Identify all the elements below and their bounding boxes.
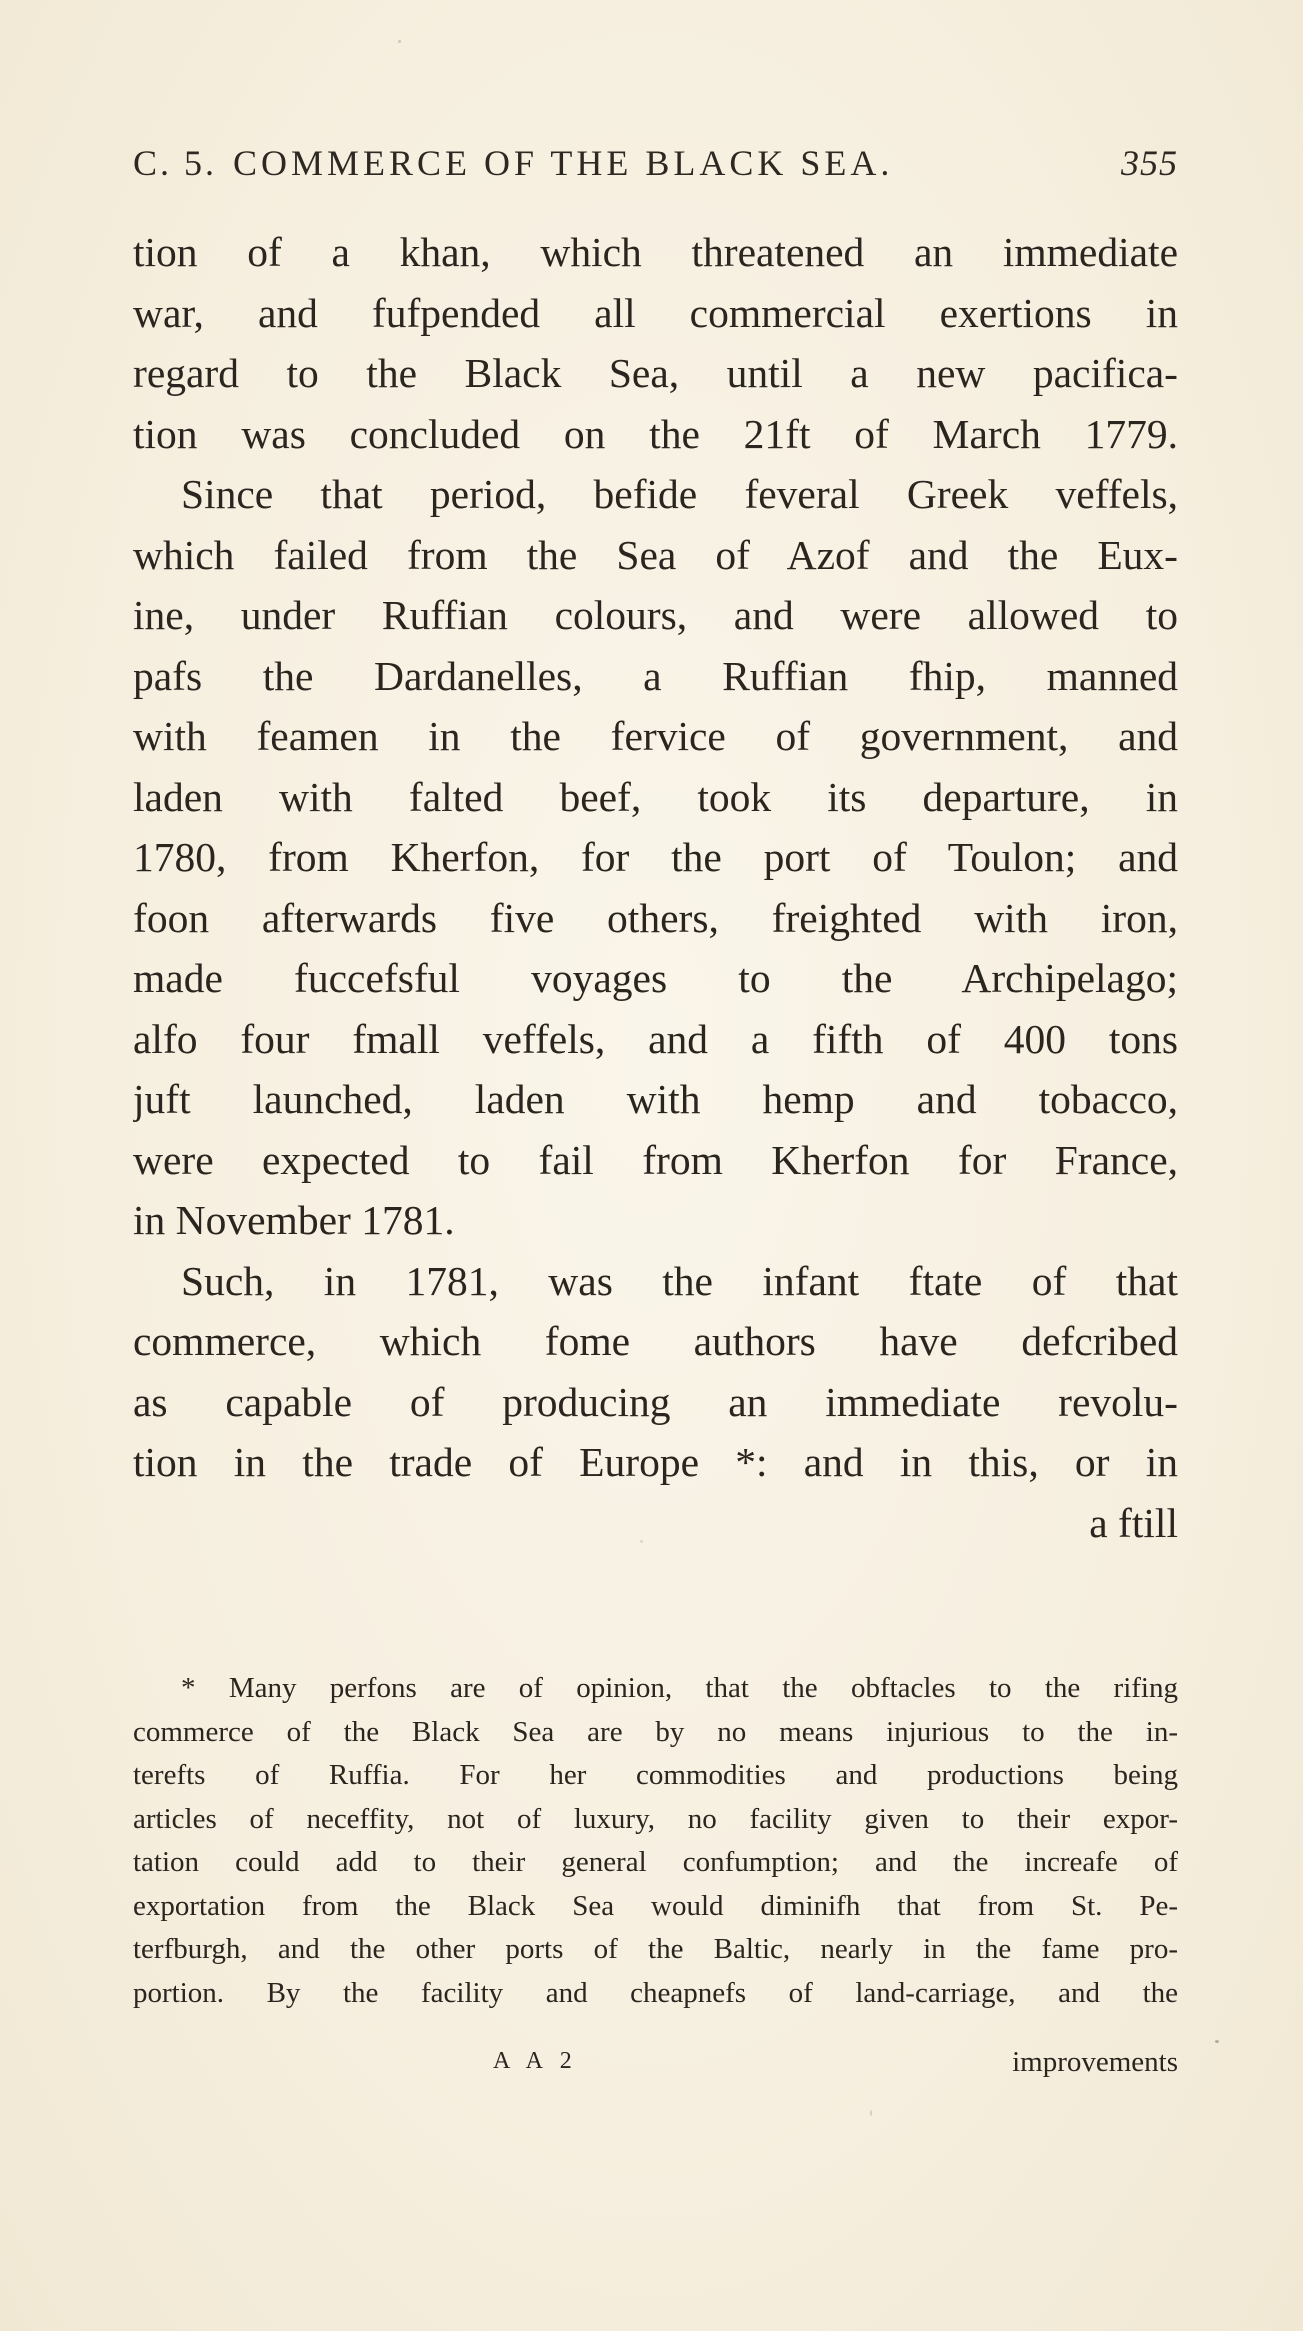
text-line: 1780, from Kherfon, for the port of Toulon; and xyxy=(133,834,1178,880)
footnote-line: * Many perfons are of opinion, that the obftacles to the rifing xyxy=(181,1672,1178,1704)
footnote-line: commerce of the Black Sea are by no means injurious to the in- xyxy=(133,1715,1178,1748)
main-text xyxy=(133,222,1178,1553)
text-line: Since that period, befide feveral Greek veffels, xyxy=(181,471,1178,517)
footnote-line: articles of neceffity, not of luxury, no facility given to their expor- xyxy=(133,1802,1178,1835)
text-line: regard to the Black Sea, until a new pacifica- xyxy=(133,350,1178,396)
text-line: commerce, which fome authors have defcribed xyxy=(133,1318,1178,1364)
paper-speck xyxy=(1215,2040,1219,2043)
catchword: a ftill xyxy=(1089,1499,1178,1546)
signature-row xyxy=(133,2048,1178,2088)
text-line: ine, under Ruffian colours, and were allowed to xyxy=(133,592,1178,638)
footnote-line: terfburgh, and the other ports of the Baltic, nearly in the fame pro- xyxy=(133,1933,1178,1965)
text-line: pafs the Dardanelles, a Ruffian fhip, manned xyxy=(133,652,1178,699)
text-line: were expected to fail from Kherfon for France, xyxy=(133,1136,1178,1183)
footnote xyxy=(133,1667,1178,2015)
footnote-line: terefts of Ruffia. For her commodities and productions being xyxy=(133,1759,1178,1791)
page-number: 355 xyxy=(1121,143,1178,183)
text-line: tion in the trade of Europe *: and in this, or in xyxy=(133,1439,1178,1485)
text-line: Such, in 1781, was the infant ftate of that xyxy=(181,1257,1178,1304)
text-line: with feamen in the fervice of government, and xyxy=(133,713,1178,759)
running-header xyxy=(133,142,1178,198)
paper-speck xyxy=(398,40,401,43)
text-line: tion of a khan, which threatened an immediate xyxy=(133,229,1178,275)
text-line: in November 1781. xyxy=(133,1197,455,1243)
text-line: war, and fufpended all commercial exertions in xyxy=(133,289,1178,336)
footnote-line: portion. By the facility and cheapnefs of land-carriage, and the xyxy=(133,1976,1178,2009)
footnote-line: tation could add to their general confumption; and the increafe of xyxy=(133,1846,1178,1878)
text-line: tion was concluded on the 21ft of March 1779. xyxy=(133,410,1178,457)
text-line: made fuccefsful voyages to the Archipelago; xyxy=(133,955,1178,1001)
text-line: laden with falted beef, took its departure, in xyxy=(133,773,1178,820)
chapter-reference: C. 5. xyxy=(133,143,218,183)
paper-speck xyxy=(640,1540,643,1543)
text-line: juft launched, laden with hemp and tobacco, xyxy=(133,1076,1178,1122)
text-line: which failed from the Sea of Azof and the Eux- xyxy=(133,531,1178,578)
footnote-catchword: improvements xyxy=(1012,2046,1178,2078)
signature-mark: A A 2 xyxy=(493,2048,578,2074)
running-title: COMMERCE OF THE BLACK SEA. xyxy=(233,143,894,183)
text-line: foon afterwards five others, freighted with iron, xyxy=(133,894,1178,941)
text-line: as capable of producing an immediate revolu- xyxy=(133,1378,1178,1425)
text-line: alfo four fmall veffels, and a fifth of 400 tons xyxy=(133,1015,1178,1062)
footnote-line: exportation from the Black Sea would diminifh that from St. Pe- xyxy=(133,1889,1178,1922)
paper-speck xyxy=(870,2110,872,2116)
